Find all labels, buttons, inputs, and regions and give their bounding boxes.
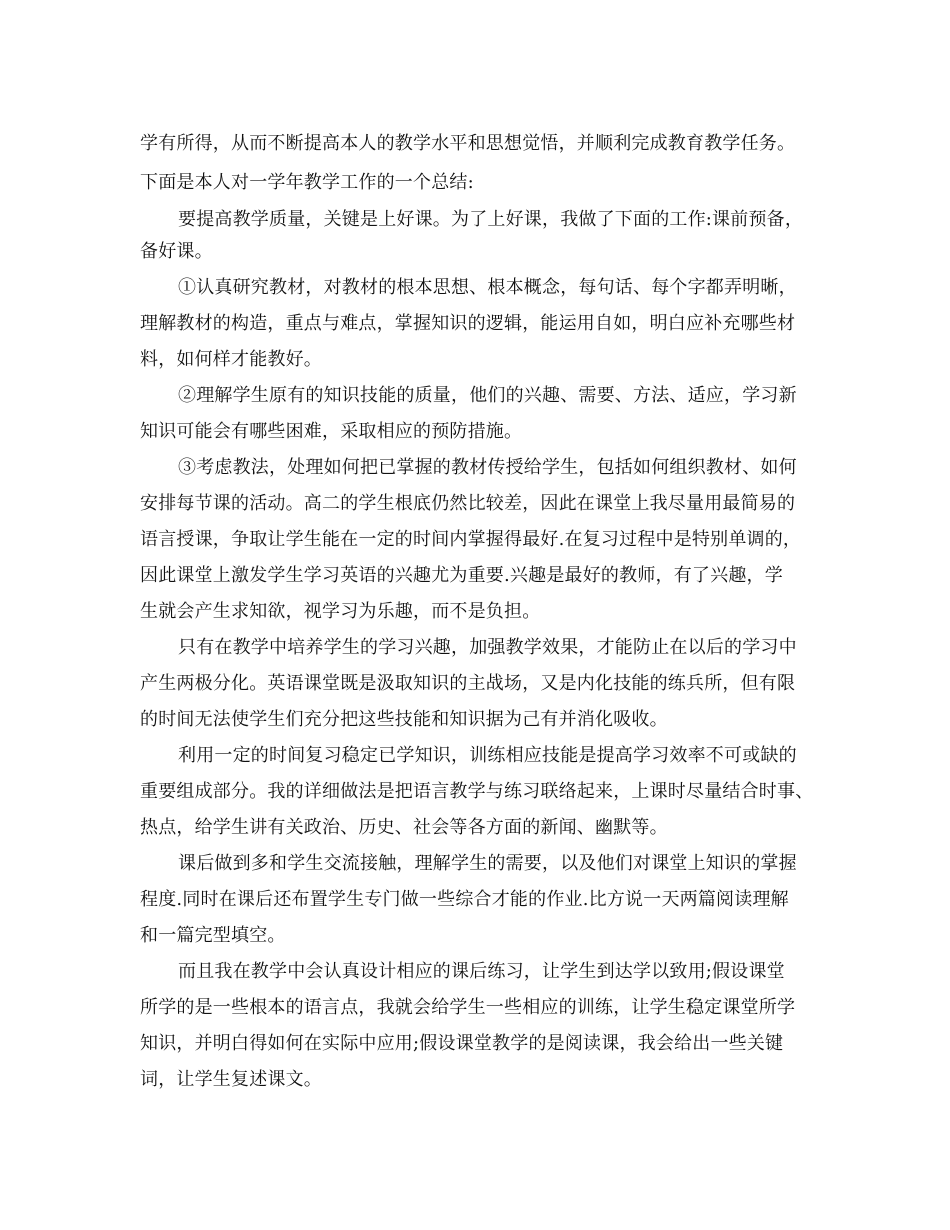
text-line: 备好课。: [140, 241, 213, 262]
text-line: 词，让学生复述课文。: [140, 1069, 322, 1090]
text-line: 和一篇完型填空。: [140, 925, 286, 946]
text-line: 热点，给学生讲有关政治、历史、社会等各方面的新闻、幽默等。: [140, 817, 668, 838]
text-line: 利用一定的时间复习稳定已学知识，训练相应技能是提高学习效率不可或缺的: [178, 745, 797, 766]
text-line: 知识，并明白得如何在实际中应用;假设课堂教学的是阅读课，我会给出一些关键: [140, 1033, 784, 1054]
text-line: 下面是本人对一学年教学工作的一个总结:: [140, 172, 474, 193]
text-line: 语言授课，争取让学生能在一定的时间内掌握得最好.在复习过程中是特别单调的，: [140, 529, 802, 550]
text-line: 所学的是一些根本的语言点，我就会给学生一些相应的训练，让学生稳定课堂所学: [140, 997, 796, 1018]
text-line: 因此课堂上激发学生学习英语的兴趣尤为重要.兴趣是最好的教师，有了兴趣，学: [140, 565, 783, 586]
text-line: 产生两极分化。英语课堂既是汲取知识的主战场，又是内化技能的练兵所，但有限: [140, 673, 796, 694]
text-line: 课后做到多和学生交流接触，理解学生的需要，以及他们对课堂上知识的掌握: [178, 853, 797, 874]
text-line: 安排每节课的活动。高二的学生根底仍然比较差，因此在课堂上我尽量用最简易的: [140, 493, 796, 514]
text-line: ③考虑教法，处理如何把已掌握的教材传授给学生，包括如何组织教材、如何: [178, 457, 797, 478]
text-line: 学有所得，从而不断提高本人的教学水平和思想觉悟，并顺利完成教育教学任务。: [140, 133, 796, 154]
text-line: 只有在教学中培养学生的学习兴趣，加强教学效果，才能防止在以后的学习中: [178, 637, 797, 658]
text-line: 生就会产生求知欲，视学习为乐趣，而不是负担。: [140, 601, 541, 622]
text-line: ①认真研究教材，对教材的根本思想、根本概念，每句话、每个字都弄明晰，: [178, 277, 797, 298]
text-line: 料，如何样才能教好。: [140, 349, 322, 370]
text-line: 的时间无法使学生们充分把这些技能和知识据为己有并消化吸收。: [140, 709, 668, 730]
text-line: ②理解学生原有的知识技能的质量，他们的兴趣、需要、方法、适应，学习新: [178, 385, 797, 406]
text-line: 而且我在教学中会认真设计相应的课后练习，让学生到达学以致用;假设课堂: [178, 961, 785, 982]
text-line: 程度.同时在课后还布置学生专门做一些综合才能的作业.比方说一天两篇阅读理解: [140, 889, 789, 910]
text-line: 知识可能会有哪些困难，采取相应的预防措施。: [140, 421, 523, 442]
text-line: 理解教材的构造，重点与难点，掌握知识的逻辑，能运用自如，明白应补充哪些材: [140, 313, 796, 334]
text-line: 要提高教学质量，关键是上好课。为了上好课，我做了下面的工作:课前预备，: [178, 209, 804, 230]
text-line: 重要组成部分。我的详细做法是把语言教学与练习联络起来，上课时尽量结合时事、: [140, 781, 814, 802]
